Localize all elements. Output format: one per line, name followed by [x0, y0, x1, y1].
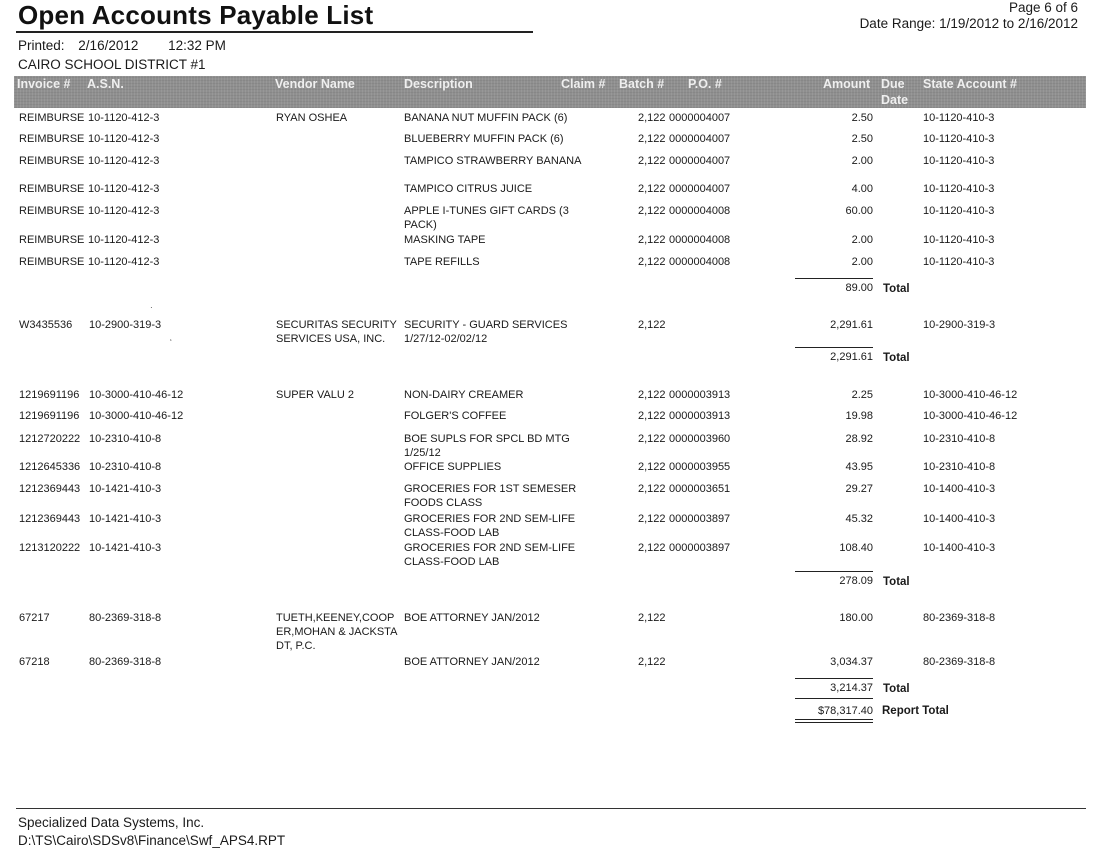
asn: 10-1120-412-3: [88, 155, 160, 167]
page-number: Page 6 of 6: [1008, 0, 1078, 15]
batch-number: 2,122: [638, 183, 666, 195]
asn: 10-1421-410-3: [89, 483, 162, 495]
batch-number: 2,122: [638, 410, 666, 422]
date-range: Date Range: 1/19/2012 to 2/16/2012: [859, 16, 1078, 31]
invoice-number: W3435536: [19, 319, 73, 331]
batch-number: 2,122: [638, 656, 666, 668]
group-total-amount: 278.09: [839, 575, 873, 587]
col-state-account: State Account #: [923, 77, 1018, 91]
footer-company: Specialized Data Systems, Inc.: [18, 815, 205, 830]
po-number: 0000003897: [669, 513, 731, 525]
col-vendor: Vendor Name: [275, 77, 355, 91]
batch-number: 2,122: [638, 205, 666, 217]
state-account: 10-1120-410-3: [923, 155, 995, 167]
description: TAMPICO CITRUS JUICE: [404, 183, 533, 195]
asn: 10-1421-410-3: [89, 513, 162, 525]
district-name: CAIRO SCHOOL DISTRICT #1: [18, 57, 206, 72]
description: BOE ATTORNEY JAN/2012: [404, 612, 540, 624]
description: BLUEBERRY MUFFIN PACK (6): [404, 133, 564, 145]
description: BOE ATTORNEY JAN/2012: [404, 656, 540, 668]
group-total-rule: [795, 278, 873, 279]
batch-number: 2,122: [638, 542, 666, 554]
vendor-name: SUPER VALU 2: [276, 389, 355, 401]
report-total-double-rule-2: [795, 722, 873, 723]
state-account: 10-1120-410-3: [923, 234, 995, 246]
printed-info: [18, 38, 226, 53]
printed-time: 12:32 PM: [168, 38, 226, 53]
po-number: 0000004008: [669, 205, 731, 217]
asn: 80-2369-318-8: [89, 656, 162, 668]
invoice-number: REIMBURSE: [19, 112, 85, 124]
asn: 80-2369-318-8: [89, 612, 162, 624]
po-number: 0000003960: [669, 433, 731, 445]
description: TAMPICO STRAWBERRY BANANA: [404, 155, 582, 167]
scan-speck: ‘: [170, 338, 172, 347]
description: GROCERIES FOR 1ST SEMESER FOODS CLASS: [404, 483, 577, 509]
asn: 10-1421-410-3: [89, 542, 162, 554]
batch-number: 2,122: [638, 319, 666, 331]
state-account: 10-1120-410-3: [923, 183, 995, 195]
amount: 108.40: [839, 542, 873, 554]
batch-number: 2,122: [638, 433, 666, 445]
batch-number: 2,122: [638, 133, 666, 145]
description: MASKING TAPE: [404, 234, 486, 246]
printed-label: Printed:: [18, 38, 65, 53]
state-account: 10-2310-410-8: [923, 433, 996, 445]
col-due-date: Date: [881, 93, 909, 107]
col-invoice: Invoice #: [17, 77, 71, 91]
amount: 60.00: [845, 205, 873, 217]
batch-number: 2,122: [638, 112, 666, 124]
state-account: 10-1120-410-3: [923, 256, 995, 268]
invoice-number: 1213120222: [19, 542, 81, 554]
invoice-number: 1212720222: [19, 433, 81, 445]
state-account: 80-2369-318-8: [923, 612, 996, 624]
description: GROCERIES FOR 2ND SEM-LIFE CLASS-FOOD LAB: [404, 542, 576, 568]
amount: 2.00: [851, 256, 873, 268]
state-account: 10-1400-410-3: [923, 513, 996, 525]
report-title: Open Accounts Payable List: [18, 0, 374, 30]
invoice-number: 1212645336: [19, 461, 81, 473]
report-total-top-rule: [795, 698, 873, 699]
printed-date: 2/16/2012: [78, 38, 139, 53]
asn: 10-1120-412-3: [88, 133, 160, 145]
invoice-number: 67218: [19, 656, 50, 668]
vendor-name: TUETH,KEENEY,COOPER,MOHAN & JACKSTADT, P.C.: [276, 612, 398, 652]
invoice-number: 1219691196: [19, 389, 80, 401]
description: FOLGER'S COFFEE: [404, 410, 507, 422]
invoice-number: REIMBURSE: [19, 205, 85, 217]
po-number: 0000003913: [669, 389, 731, 401]
batch-number: 2,122: [638, 513, 666, 525]
col-due: Due: [881, 77, 905, 91]
report-total-amount: $78,317.40: [817, 705, 873, 717]
footer-file-path: D:\TS\Cairo\SDSv8\Finance\Swf_APS4.RPT: [18, 833, 286, 848]
description: TAPE REFILLS: [404, 256, 480, 268]
amount: 4.00: [851, 183, 873, 195]
group-total-rule: [795, 678, 873, 679]
amount: 180.00: [839, 612, 873, 624]
col-batch: Batch #: [619, 77, 665, 91]
state-account: 80-2369-318-8: [923, 656, 996, 668]
asn: 10-2310-410-8: [89, 461, 162, 473]
po-number: 0000004008: [669, 234, 731, 246]
state-account: 10-1400-410-3: [923, 542, 996, 554]
amount: 19.98: [845, 410, 873, 422]
asn: 10-1120-412-3: [88, 205, 160, 217]
asn: 10-3000-410-46-12: [89, 410, 184, 422]
state-account: 10-1400-410-3: [923, 483, 996, 495]
col-po: P.O. #: [688, 77, 722, 91]
group-total-rule: [795, 571, 873, 572]
batch-number: 2,122: [638, 483, 666, 495]
state-account: 10-1120-410-3: [923, 205, 995, 217]
group-total-label: Total: [883, 352, 910, 364]
po-number: 0000003897: [669, 542, 731, 554]
asn: 10-1120-412-3: [88, 183, 160, 195]
amount: 2.00: [851, 155, 873, 167]
scan-speck: ·: [150, 303, 153, 312]
po-number: 0000003913: [669, 410, 731, 422]
description: NON-DAIRY CREAMER: [404, 389, 524, 401]
batch-number: 2,122: [638, 389, 666, 401]
asn: 10-1120-412-3: [88, 234, 160, 246]
group-total-label: Total: [883, 683, 910, 695]
amount: 2.50: [851, 112, 873, 124]
asn: 10-2900-319-3: [89, 319, 162, 331]
amount: 2.25: [851, 389, 873, 401]
amount: 2.00: [851, 234, 873, 246]
batch-number: 2,122: [638, 612, 666, 624]
col-claim: Claim #: [561, 77, 606, 91]
group-total-amount: 2,291.61: [830, 351, 873, 363]
group-total-amount: 89.00: [845, 282, 873, 294]
report-total-double-rule-1: [795, 719, 873, 720]
footer-rule: [16, 808, 1086, 809]
po-number: 0000004007: [669, 155, 731, 167]
batch-number: 2,122: [638, 234, 666, 246]
report-total-label: Report Total: [882, 705, 949, 717]
amount: 45.32: [845, 513, 873, 525]
amount: 2,291.61: [830, 319, 873, 331]
group-total-rule: [795, 347, 873, 348]
asn: 10-3000-410-46-12: [89, 389, 184, 401]
invoice-number: 1212369443: [19, 483, 81, 495]
invoice-number: REIMBURSE: [19, 234, 85, 246]
po-number: 0000003955: [669, 461, 731, 473]
po-number: 0000004007: [669, 133, 731, 145]
description: APPLE I-TUNES GIFT CARDS (3 PACK): [404, 205, 569, 231]
description: BOE SUPLS FOR SPCL BD MTG 1/25/12: [404, 433, 570, 459]
po-number: 0000003651: [669, 483, 731, 495]
invoice-number: REIMBURSE: [19, 256, 85, 268]
description: GROCERIES FOR 2ND SEM-LIFE CLASS-FOOD LAB: [404, 513, 576, 539]
amount: 3,034.37: [830, 656, 873, 668]
col-asn: A.S.N.: [87, 77, 124, 91]
state-account: 10-2310-410-8: [923, 461, 996, 473]
po-number: 0000004007: [669, 112, 731, 124]
asn: 10-1120-412-3: [88, 112, 160, 124]
invoice-number: 1212369443: [19, 513, 81, 525]
invoice-number: REIMBURSE: [19, 155, 85, 167]
col-description: Description: [404, 77, 473, 91]
vendor-name: SECURITAS SECURITY SERVICES USA, INC.: [276, 319, 397, 345]
asn: 10-2310-410-8: [89, 433, 162, 445]
group-total-label: Total: [883, 283, 910, 295]
batch-number: 2,122: [638, 256, 666, 268]
batch-number: 2,122: [638, 461, 666, 473]
state-account: 10-2900-319-3: [923, 319, 996, 331]
amount: 29.27: [845, 483, 873, 495]
invoice-number: REIMBURSE: [19, 133, 85, 145]
description: OFFICE SUPPLIES: [404, 461, 502, 473]
title-underline: [16, 31, 533, 33]
state-account: 10-1120-410-3: [923, 112, 995, 124]
amount: 2.50: [851, 133, 873, 145]
amount: 43.95: [845, 461, 873, 473]
amount: 28.92: [845, 433, 873, 445]
state-account: 10-3000-410-46-12: [923, 410, 1018, 422]
asn: 10-1120-412-3: [88, 256, 160, 268]
group-total-label: Total: [883, 576, 910, 588]
description: SECURITY - GUARD SERVICES 1/27/12-02/02/12: [404, 319, 568, 345]
group-total-amount: 3,214.37: [830, 682, 873, 694]
po-number: 0000004007: [669, 183, 731, 195]
batch-number: 2,122: [638, 155, 666, 167]
invoice-number: REIMBURSE: [19, 183, 85, 195]
vendor-name: RYAN OSHEA: [276, 112, 348, 124]
description: BANANA NUT MUFFIN PACK (6): [404, 112, 568, 124]
state-account: 10-3000-410-46-12: [923, 389, 1018, 401]
state-account: 10-1120-410-3: [923, 133, 995, 145]
invoice-number: 67217: [19, 612, 50, 624]
invoice-number: 1219691196: [19, 410, 80, 422]
col-amount: Amount: [823, 77, 871, 91]
po-number: 0000004008: [669, 256, 731, 268]
